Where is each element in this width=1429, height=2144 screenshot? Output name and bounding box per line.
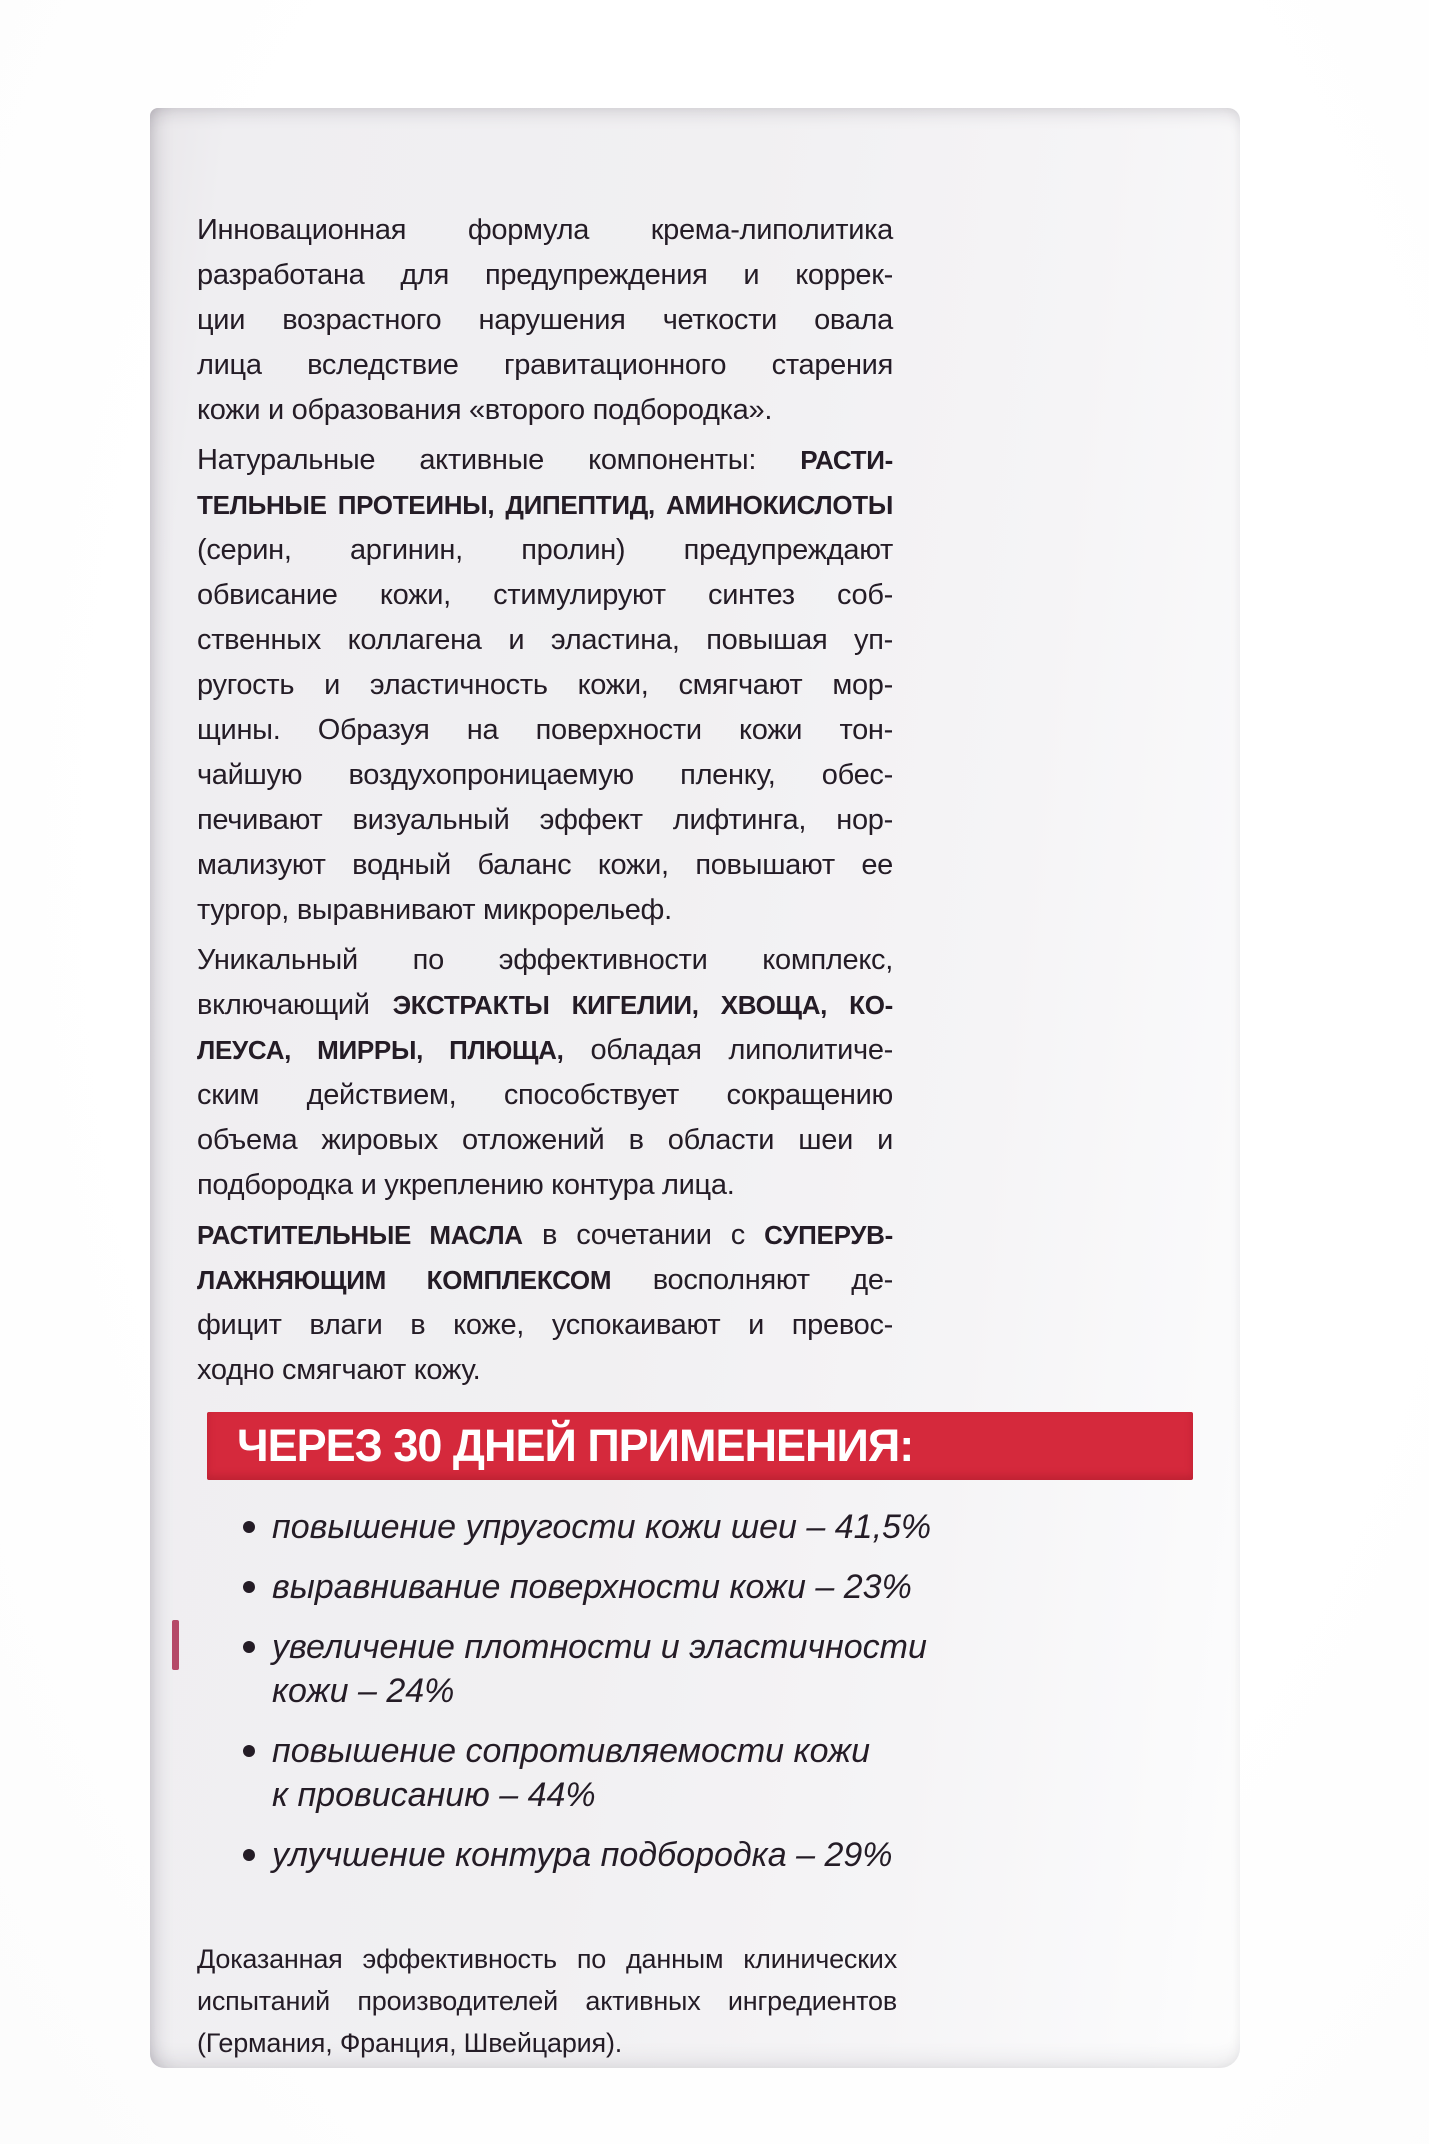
- paragraph-line: [197, 618, 893, 663]
- paragraph: [197, 1213, 893, 1393]
- paragraph: [197, 208, 893, 433]
- result-item: [243, 1565, 1193, 1609]
- paragraph-line: [197, 798, 893, 843]
- result-text: [272, 1505, 931, 1549]
- results-banner: [207, 1412, 1193, 1480]
- emphasis-text: РАСТИ-: [800, 445, 893, 475]
- body-text: обвисание кожи, стимулируют синтез соб-: [197, 579, 893, 611]
- description-paragraphs: [197, 208, 893, 1398]
- body-text: объема жировых отложений в области шеи и: [197, 1124, 893, 1156]
- emphasis-text: СУПЕРУВ-: [764, 1220, 893, 1250]
- result-item: [243, 1833, 1193, 1877]
- paragraph-line: [197, 843, 893, 888]
- result-line: к провисанию – 44%: [272, 1776, 596, 1814]
- result-line: повышение упругости кожи шеи – 41,5%: [272, 1508, 932, 1546]
- paragraph-line: [197, 298, 893, 343]
- box-edge-print-mark: [172, 1620, 179, 1670]
- result-item: [243, 1505, 1193, 1549]
- result-text: [272, 1565, 912, 1609]
- body-text: фицит влаги в коже, успокаивают и превос-: [197, 1309, 893, 1341]
- paragraph-line: [197, 663, 893, 708]
- paragraph-line: [197, 1073, 893, 1118]
- paragraph-line: [197, 208, 893, 253]
- paragraph-line: [197, 343, 893, 388]
- paragraph-line: [197, 938, 893, 983]
- result-text: [272, 1729, 870, 1817]
- result-text: [272, 1625, 927, 1713]
- bullet-icon: [243, 1641, 255, 1653]
- emphasis-text: ЛАЖНЯЮЩИМ КОМПЛЕКСОМ: [197, 1265, 612, 1295]
- paragraph: [197, 938, 893, 1208]
- body-text: включающий: [197, 989, 393, 1021]
- footnote-line: (Германия, Франция, Швейцария).: [197, 2028, 623, 2058]
- result-line: выравнивание поверхности кожи – 23%: [272, 1568, 912, 1606]
- emphasis-text: ТЕЛЬНЫЕ ПРОТЕИНЫ, ДИПЕПТИД, АМИНОКИСЛОТЫ: [197, 490, 893, 520]
- paragraph-line: [197, 1348, 893, 1393]
- body-text: мализуют водный баланс кожи, повышают ее: [197, 849, 893, 881]
- clinical-footnote: [197, 1938, 897, 2064]
- emphasis-text: ЛЕУСА, МИРРЫ, ПЛЮЩА,: [197, 1035, 564, 1065]
- body-text: кожи и образования «второго подбородка».: [197, 394, 773, 426]
- paragraph-line: [197, 483, 893, 528]
- result-line: увеличение плотности и эластичности: [272, 1628, 927, 1666]
- paragraph-line: [197, 253, 893, 298]
- results-list: [243, 1505, 1193, 1893]
- paragraph: [197, 438, 893, 933]
- paragraph-line: [197, 1303, 893, 1348]
- result-item: [243, 1625, 1193, 1713]
- paragraph-line: [197, 888, 893, 933]
- body-text: лица вследствие гравитационного старения: [197, 349, 893, 381]
- paragraph-line: [197, 1118, 893, 1163]
- paragraph-line: [197, 1258, 893, 1303]
- paragraph-line: [197, 1028, 893, 1073]
- body-text: (серин, аргинин, пролин) предупреждают: [197, 534, 893, 566]
- body-text: Натуральные активные компоненты:: [197, 444, 801, 476]
- paragraph-line: [197, 708, 893, 753]
- body-text: ским действием, способствует сокращению: [197, 1079, 893, 1111]
- paragraph-line: [197, 753, 893, 798]
- body-text: в сочетании с: [522, 1219, 765, 1251]
- footnote-line: испытаний производителей активных ингредиентов: [197, 1986, 897, 2016]
- body-text: обладая липолитиче-: [563, 1034, 894, 1066]
- emphasis-text: РАСТИТЕЛЬНЫЕ МАСЛА: [197, 1220, 523, 1250]
- body-text: восполняют де-: [611, 1264, 894, 1296]
- bullet-icon: [243, 1849, 255, 1861]
- body-text: подбородка и укреплению контура лица.: [197, 1169, 735, 1201]
- paragraph-line: [197, 1163, 893, 1208]
- banner-title: ЧЕРЕЗ 30 ДНЕЙ ПРИМЕНЕНИЯ:: [237, 1420, 914, 1471]
- body-text: Уникальный по эффективности комплекс,: [197, 944, 893, 976]
- bullet-icon: [243, 1745, 255, 1757]
- body-text: печивают визуальный эффект лифтинга, нор-: [197, 804, 893, 836]
- result-line: повышение сопротивляемости кожи: [272, 1732, 871, 1770]
- paragraph-line: [197, 573, 893, 618]
- paragraph-line: [197, 438, 893, 483]
- footnote-line: Доказанная эффективность по данным клинических: [197, 1944, 897, 1974]
- body-text: Инновационная формула крема-липолитика: [197, 214, 893, 246]
- paragraph-line: [197, 528, 893, 573]
- paragraph-line: [197, 983, 893, 1028]
- paragraph-line: [197, 388, 893, 433]
- result-text: [272, 1833, 893, 1877]
- body-text: тургор, выравнивают микрорельеф.: [197, 894, 672, 926]
- body-text: чайшую воздухопроницаемую пленку, обес-: [197, 759, 893, 791]
- bullet-icon: [243, 1581, 255, 1593]
- body-text: ходно смягчают кожу.: [197, 1354, 481, 1386]
- body-text: щины. Образуя на поверхности кожи тон-: [197, 714, 893, 746]
- emphasis-text: ЭКСТРАКТЫ КИГЕЛИИ, ХВОЩА, КО-: [392, 990, 893, 1020]
- bullet-icon: [243, 1521, 255, 1533]
- paragraph-line: [197, 1213, 893, 1258]
- result-item: [243, 1729, 1193, 1817]
- result-line: улучшение контура подбородка – 29%: [272, 1836, 893, 1874]
- product-box-panel: [150, 108, 1240, 2068]
- result-line: кожи – 24%: [272, 1672, 455, 1710]
- body-text: ции возрастного нарушения четкости овала: [197, 304, 893, 336]
- body-text: ругость и эластичность кожи, смягчают мор-: [197, 669, 893, 701]
- body-text: ственных коллагена и эластина, повышая уп-: [197, 624, 893, 656]
- body-text: разработана для предупреждения и коррек-: [197, 259, 893, 291]
